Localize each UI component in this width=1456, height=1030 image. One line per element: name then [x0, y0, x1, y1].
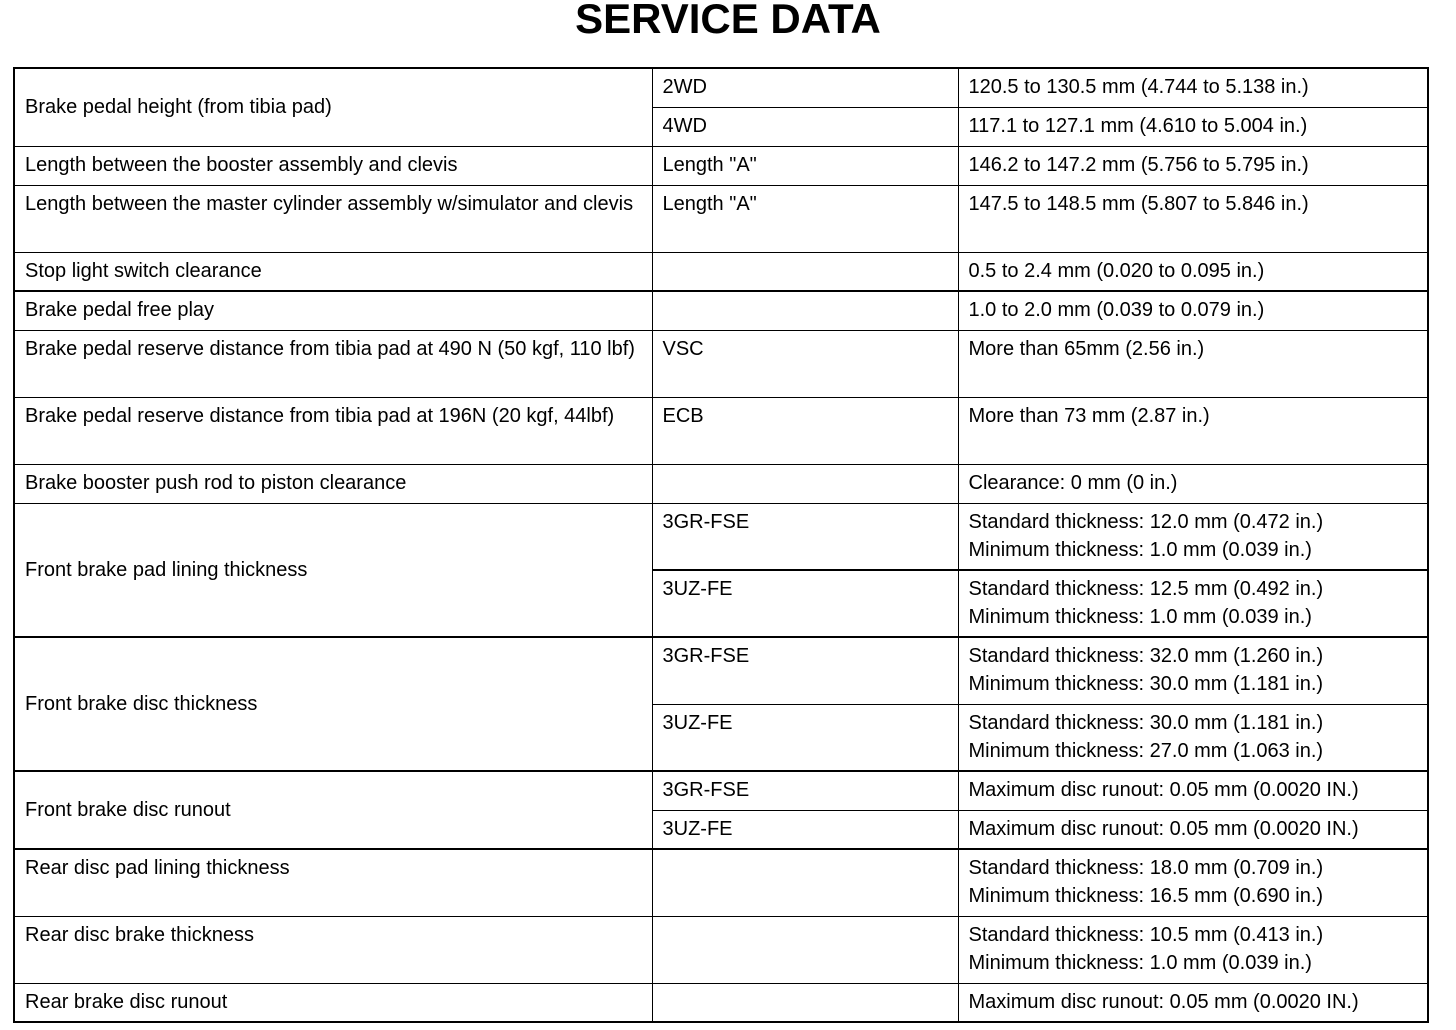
- spec-line: Standard thickness: 12.0 mm (0.472 in.): [968, 510, 1324, 533]
- condition-cell: [652, 252, 958, 291]
- spec-cell: [958, 397, 1428, 464]
- spec-line: More than 73 mm (2.87 in.): [968, 404, 1210, 427]
- condition-cell: Length "A": [652, 146, 958, 185]
- condition-cell: 3UZ-FE: [652, 810, 958, 849]
- spec-cell: [958, 771, 1428, 810]
- condition-cell: 3GR-FSE: [652, 503, 958, 570]
- spec-cell: [958, 291, 1428, 330]
- spec-cell: [958, 916, 1428, 983]
- spec-line: 147.5 to 148.5 mm (5.807 to 5.846 in.): [968, 192, 1309, 215]
- spec-cell: [958, 637, 1428, 704]
- spec-line: Minimum thickness: 27.0 mm (1.063 in.): [968, 739, 1324, 762]
- condition-cell: 3GR-FSE: [652, 637, 958, 704]
- spec-line: 146.2 to 147.2 mm (5.756 to 5.795 in.): [968, 153, 1309, 176]
- item-cell: Rear disc pad lining thickness: [14, 849, 652, 916]
- page-title: SERVICE DATA: [575, 0, 881, 42]
- condition-cell: [652, 464, 958, 503]
- spec-cell: [958, 810, 1428, 849]
- spec-line: Standard thickness: 32.0 mm (1.260 in.): [968, 645, 1324, 667]
- spec-line: Minimum thickness: 1.0 mm (0.039 in.): [968, 606, 1312, 628]
- spec-line: 1.0 to 2.0 mm (0.039 to 0.079 in.): [968, 299, 1265, 321]
- spec-line: Maximum disc runout: 0.05 mm (0.0020 IN.): [968, 817, 1359, 840]
- item-cell: Length between the booster assembly and clevis: [14, 146, 652, 185]
- item-cell: Front brake pad lining thickness: [14, 503, 652, 637]
- spec-line: 117.1 to 127.1 mm (4.610 to 5.004 in.): [968, 114, 1308, 137]
- condition-cell: 3GR-FSE: [652, 771, 958, 810]
- condition-cell: 2WD: [652, 68, 958, 107]
- condition-cell: [652, 983, 958, 1022]
- spec-cell: [958, 704, 1428, 771]
- spec-line: Standard thickness: 12.5 mm (0.492 in.): [968, 578, 1324, 600]
- spec-cell: [958, 983, 1428, 1022]
- condition-cell: 3UZ-FE: [652, 704, 958, 771]
- spec-line: 120.5 to 130.5 mm (4.744 to 5.138 in.): [968, 76, 1309, 98]
- spec-cell: [958, 107, 1428, 146]
- item-cell: Brake pedal reserve distance from tibia pad at 196N (20 kgf, 44lbf): [14, 397, 652, 464]
- spec-line: Clearance: 0 mm (0 in.): [968, 471, 1178, 494]
- condition-cell: 4WD: [652, 107, 958, 146]
- condition-cell: [652, 849, 958, 916]
- spec-cell: [958, 146, 1428, 185]
- spec-line: More than 65mm (2.56 in.): [968, 337, 1205, 360]
- spec-cell: [958, 185, 1428, 252]
- spec-cell: [958, 503, 1428, 570]
- condition-cell: VSC: [652, 330, 958, 397]
- spec-line: Maximum disc runout: 0.05 mm (0.0020 IN.): [968, 779, 1359, 801]
- item-cell: Front brake disc thickness: [14, 637, 652, 771]
- spec-cell: [958, 570, 1428, 637]
- condition-cell: [652, 291, 958, 330]
- condition-cell: Length "A": [652, 185, 958, 252]
- spec-line: Minimum thickness: 16.5 mm (0.690 in.): [968, 885, 1324, 907]
- item-cell: Brake pedal reserve distance from tibia pad at 490 N (50 kgf, 110 lbf): [14, 330, 652, 397]
- spec-cell: [958, 252, 1428, 291]
- item-cell: Brake booster push rod to piston clearance: [14, 464, 652, 503]
- spec-cell: [958, 849, 1428, 916]
- spec-line: Maximum disc runout: 0.05 mm (0.0020 IN.): [968, 990, 1359, 1013]
- condition-cell: [652, 916, 958, 983]
- spec-line: Minimum thickness: 1.0 mm (0.039 in.): [968, 951, 1312, 974]
- spec-line: Minimum thickness: 1.0 mm (0.039 in.): [968, 538, 1312, 561]
- item-cell: Stop light switch clearance: [14, 252, 652, 291]
- spec-line: Standard thickness: 18.0 mm (0.709 in.): [968, 857, 1324, 879]
- spec-line: Minimum thickness: 30.0 mm (1.181 in.): [968, 673, 1324, 695]
- spec-cell: [958, 330, 1428, 397]
- spec-cell: [958, 464, 1428, 503]
- item-cell: Brake pedal height (from tibia pad): [14, 68, 652, 146]
- item-cell: Rear disc brake thickness: [14, 916, 652, 983]
- condition-cell: ECB: [652, 397, 958, 464]
- item-cell: Front brake disc runout: [14, 771, 652, 849]
- item-cell: Rear brake disc runout: [14, 983, 652, 1022]
- spec-line: Standard thickness: 10.5 mm (0.413 in.): [968, 923, 1324, 946]
- spec-line: Standard thickness: 30.0 mm (1.181 in.): [968, 711, 1324, 734]
- item-cell: Length between the master cylinder assembly w/simulator and clevis: [14, 185, 652, 252]
- spec-line: 0.5 to 2.4 mm (0.020 to 0.095 in.): [968, 259, 1265, 282]
- item-cell: Brake pedal free play: [14, 291, 652, 330]
- spec-cell: [958, 68, 1428, 107]
- service-data-table: [13, 67, 1429, 1023]
- condition-cell: 3UZ-FE: [652, 570, 958, 637]
